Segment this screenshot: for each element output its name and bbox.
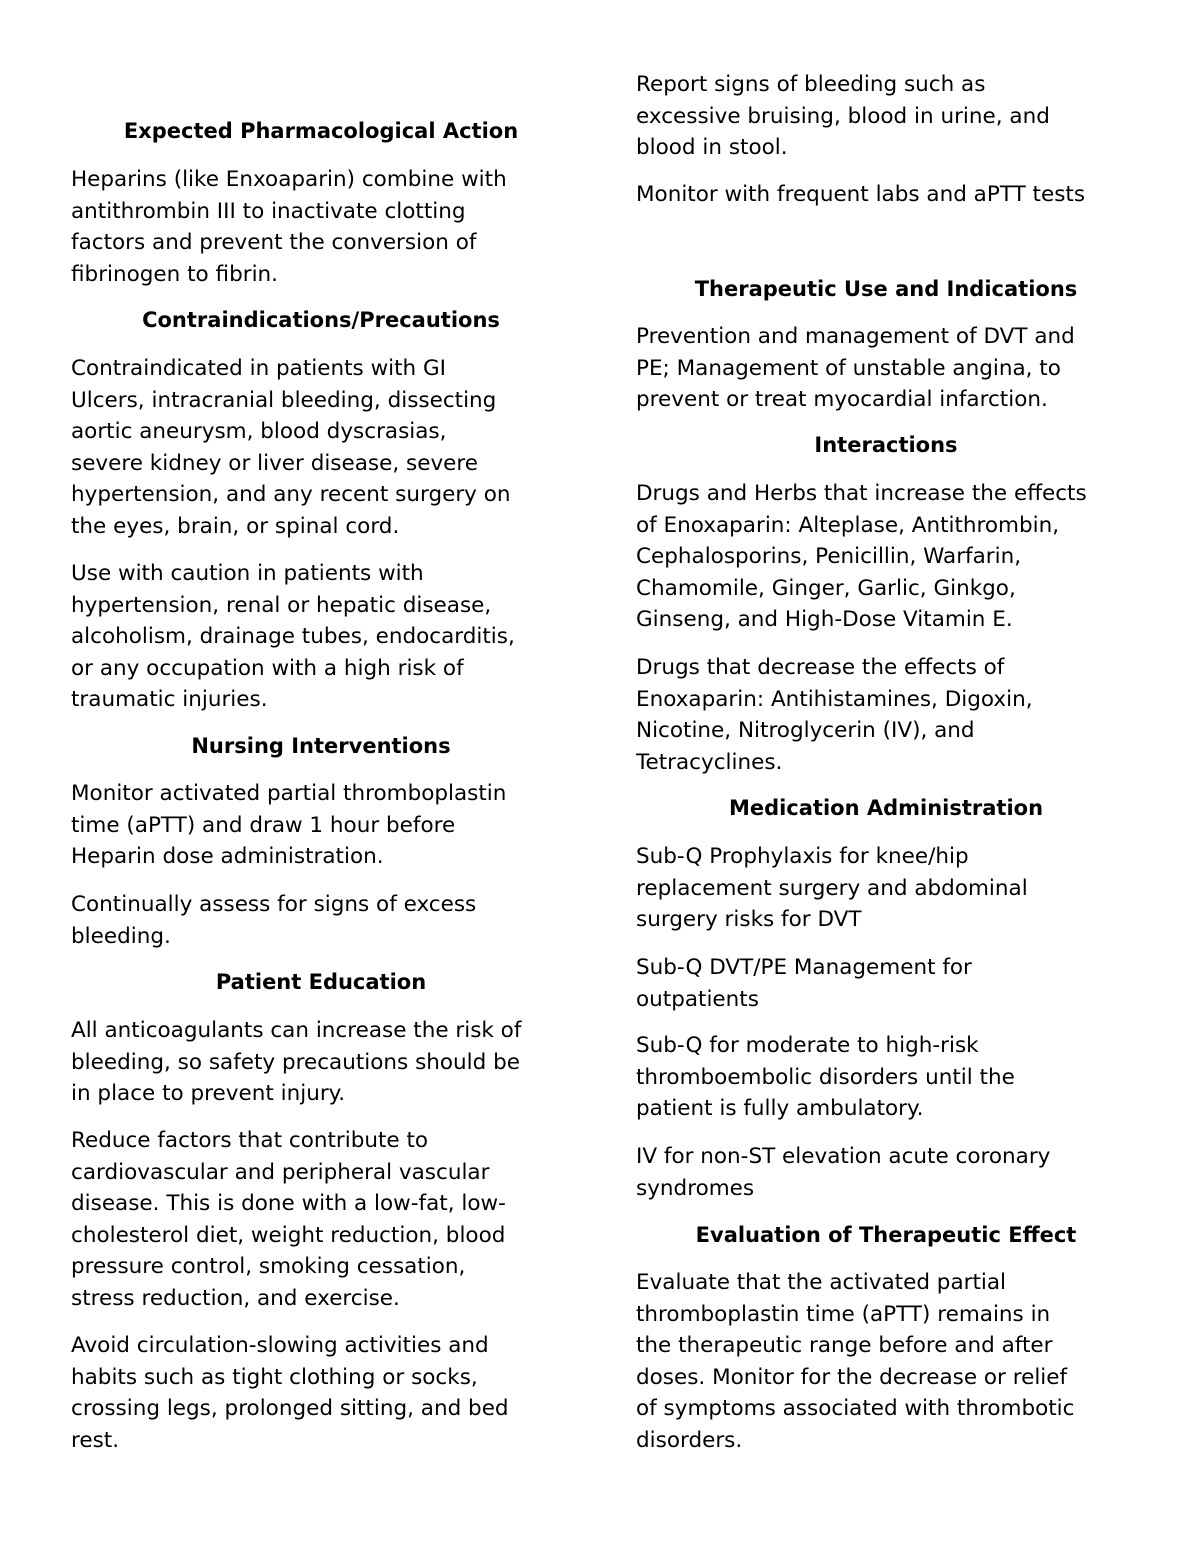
text-line: PE; Management of unstable angina, to bbox=[636, 355, 1061, 381]
text-line: doses. Monitor for the decrease or relief bbox=[636, 1364, 1068, 1390]
text-line: in place to prevent injury. bbox=[71, 1081, 346, 1106]
administration-text-1 bbox=[636, 841, 1136, 936]
text-line: syndromes bbox=[636, 1175, 755, 1201]
text-line: Contraindicated in patients with GI bbox=[71, 356, 447, 381]
text-line: Nicotine, Nitroglycerin (IV), and bbox=[636, 718, 975, 743]
text-line: Drugs that decrease the effects of bbox=[636, 655, 1005, 680]
text-line: Monitor with frequent labs and aPTT tests bbox=[636, 182, 1086, 207]
text-line: Heparins (like Enxoaparin) combine with bbox=[71, 167, 507, 192]
therapeutic-use-text bbox=[636, 321, 1136, 416]
text-line: excessive bruising, blood in urine, and bbox=[636, 103, 1050, 129]
text-line: thromboplastin time (aPTT) remains in bbox=[636, 1301, 1051, 1327]
text-line: or any occupation with a high risk of bbox=[71, 655, 464, 681]
text-line: Drugs and Herbs that increase the effects bbox=[636, 481, 1087, 506]
pharm-action-heading: Expected Pharmacological Action bbox=[123, 119, 519, 143]
text-line: habits such as tight clothing or socks, bbox=[71, 1364, 478, 1390]
text-line: All anticoagulants can increase the risk of bbox=[71, 1018, 522, 1043]
text-line: patient is fully ambulatory. bbox=[636, 1096, 924, 1121]
monitor-labs-text bbox=[636, 179, 1136, 211]
text-line: disease. This is done with a low-fat, low- bbox=[71, 1191, 506, 1216]
education-text-1 bbox=[71, 1015, 571, 1110]
nursing-text-1 bbox=[71, 778, 571, 873]
text-line: Ulcers, intracranial bleeding, dissecting bbox=[71, 387, 497, 413]
text-line: Evaluate that the activated partial bbox=[636, 1270, 1007, 1295]
administration-text-2 bbox=[636, 952, 1136, 1015]
text-line: Ginseng, and High-Dose Vitamin E. bbox=[636, 607, 1013, 632]
text-line: rest. bbox=[71, 1427, 120, 1453]
evaluation-text bbox=[636, 1267, 1136, 1456]
text-line: pressure control, smoking cessation, bbox=[71, 1254, 466, 1279]
interactions-heading: Interactions bbox=[814, 433, 958, 457]
text-line: Continually assess for signs of excess bbox=[71, 892, 477, 917]
precautions-text bbox=[71, 558, 571, 716]
text-line: Report signs of bleeding such as bbox=[636, 72, 986, 97]
text-line: Tetracyclines. bbox=[636, 749, 783, 775]
text-line: IV for non-ST elevation acute coronary bbox=[636, 1144, 1051, 1169]
administration-text-4 bbox=[636, 1141, 1136, 1204]
text-line: disorders. bbox=[636, 1427, 743, 1453]
text-line: Heparin dose administration. bbox=[71, 844, 384, 869]
text-line: cholesterol diet, weight reduction, blood bbox=[71, 1222, 506, 1248]
text-line: Use with caution in patients with bbox=[71, 561, 424, 586]
therapeutic-use-heading: Therapeutic Use and Indications bbox=[694, 277, 1078, 301]
text-line: of Enoxaparin: Alteplase, Antithrombin, bbox=[636, 512, 1060, 538]
contraindications-heading: Contraindications/Precautions bbox=[142, 308, 500, 332]
text-line: outpatients bbox=[636, 986, 759, 1012]
education-text-3 bbox=[71, 1330, 571, 1456]
nursing-text-2 bbox=[71, 889, 571, 952]
text-line: aortic aneurysm, blood dyscrasias, bbox=[71, 419, 447, 444]
text-line: the therapeutic range before and after bbox=[636, 1333, 1053, 1358]
text-line: traumatic injuries. bbox=[71, 687, 268, 712]
text-line: fibrinogen to fibrin. bbox=[71, 261, 279, 287]
text-line: prevent or treat myocardial infarction. bbox=[636, 387, 1048, 412]
text-line: Cephalosporins, Penicillin, Warfarin, bbox=[636, 544, 1022, 569]
text-line: Sub-Q for moderate to high-risk bbox=[636, 1033, 979, 1058]
text-line: replacement surgery and abdominal bbox=[636, 875, 1028, 901]
nursing-heading: Nursing Interventions bbox=[191, 734, 451, 758]
text-line: bleeding, so safety precautions should be bbox=[71, 1049, 521, 1075]
text-line: cardiovascular and peripheral vascular bbox=[71, 1159, 490, 1185]
text-line: alcoholism, drainage tubes, endocarditis, bbox=[71, 624, 515, 649]
interactions-text-1 bbox=[636, 478, 1136, 636]
text-line: severe kidney or liver disease, severe bbox=[71, 450, 478, 476]
text-line: hypertension, renal or hepatic disease, bbox=[71, 592, 492, 618]
pharm-action-text bbox=[71, 164, 571, 290]
text-line: blood in stool. bbox=[636, 135, 788, 160]
text-line: Monitor activated partial thromboplastin bbox=[71, 781, 507, 806]
education-text-2 bbox=[71, 1125, 571, 1314]
text-line: stress reduction, and exercise. bbox=[71, 1285, 400, 1311]
text-line: Sub-Q DVT/PE Management for bbox=[636, 955, 972, 980]
text-line: bleeding. bbox=[71, 923, 171, 949]
text-line: of symptoms associated with thrombotic bbox=[636, 1396, 1075, 1421]
text-line: surgery risks for DVT bbox=[636, 907, 862, 932]
text-line: Sub-Q Prophylaxis for knee/hip bbox=[636, 844, 969, 869]
text-line: Reduce factors that contribute to bbox=[71, 1128, 429, 1153]
contraindications-text bbox=[71, 353, 571, 542]
text-line: time (aPTT) and draw 1 hour before bbox=[71, 812, 456, 838]
administration-text-3 bbox=[636, 1030, 1136, 1125]
text-line: Chamomile, Ginger, Garlic, Ginkgo, bbox=[636, 575, 1016, 601]
text-line: crossing legs, prolonged sitting, and bed bbox=[71, 1396, 509, 1421]
text-line: Prevention and management of DVT and bbox=[636, 324, 1075, 349]
text-line: thromboembolic disorders until the bbox=[636, 1064, 1015, 1090]
text-line: antithrombin III to inactivate clotting bbox=[71, 198, 466, 224]
text-line: Enoxaparin: Antihistamines, Digoxin, bbox=[636, 686, 1033, 712]
text-line: hypertension, and any recent surgery on bbox=[71, 482, 511, 507]
evaluation-heading: Evaluation of Therapeutic Effect bbox=[695, 1223, 1077, 1247]
administration-heading: Medication Administration bbox=[728, 796, 1044, 820]
interactions-text-2 bbox=[636, 652, 1136, 778]
bleeding-text bbox=[636, 69, 1136, 164]
text-line: the eyes, brain, or spinal cord. bbox=[71, 513, 400, 539]
education-heading: Patient Education bbox=[215, 970, 427, 994]
text-line: Avoid circulation-slowing activities and bbox=[71, 1333, 489, 1358]
text-line: factors and prevent the conversion of bbox=[71, 230, 477, 255]
